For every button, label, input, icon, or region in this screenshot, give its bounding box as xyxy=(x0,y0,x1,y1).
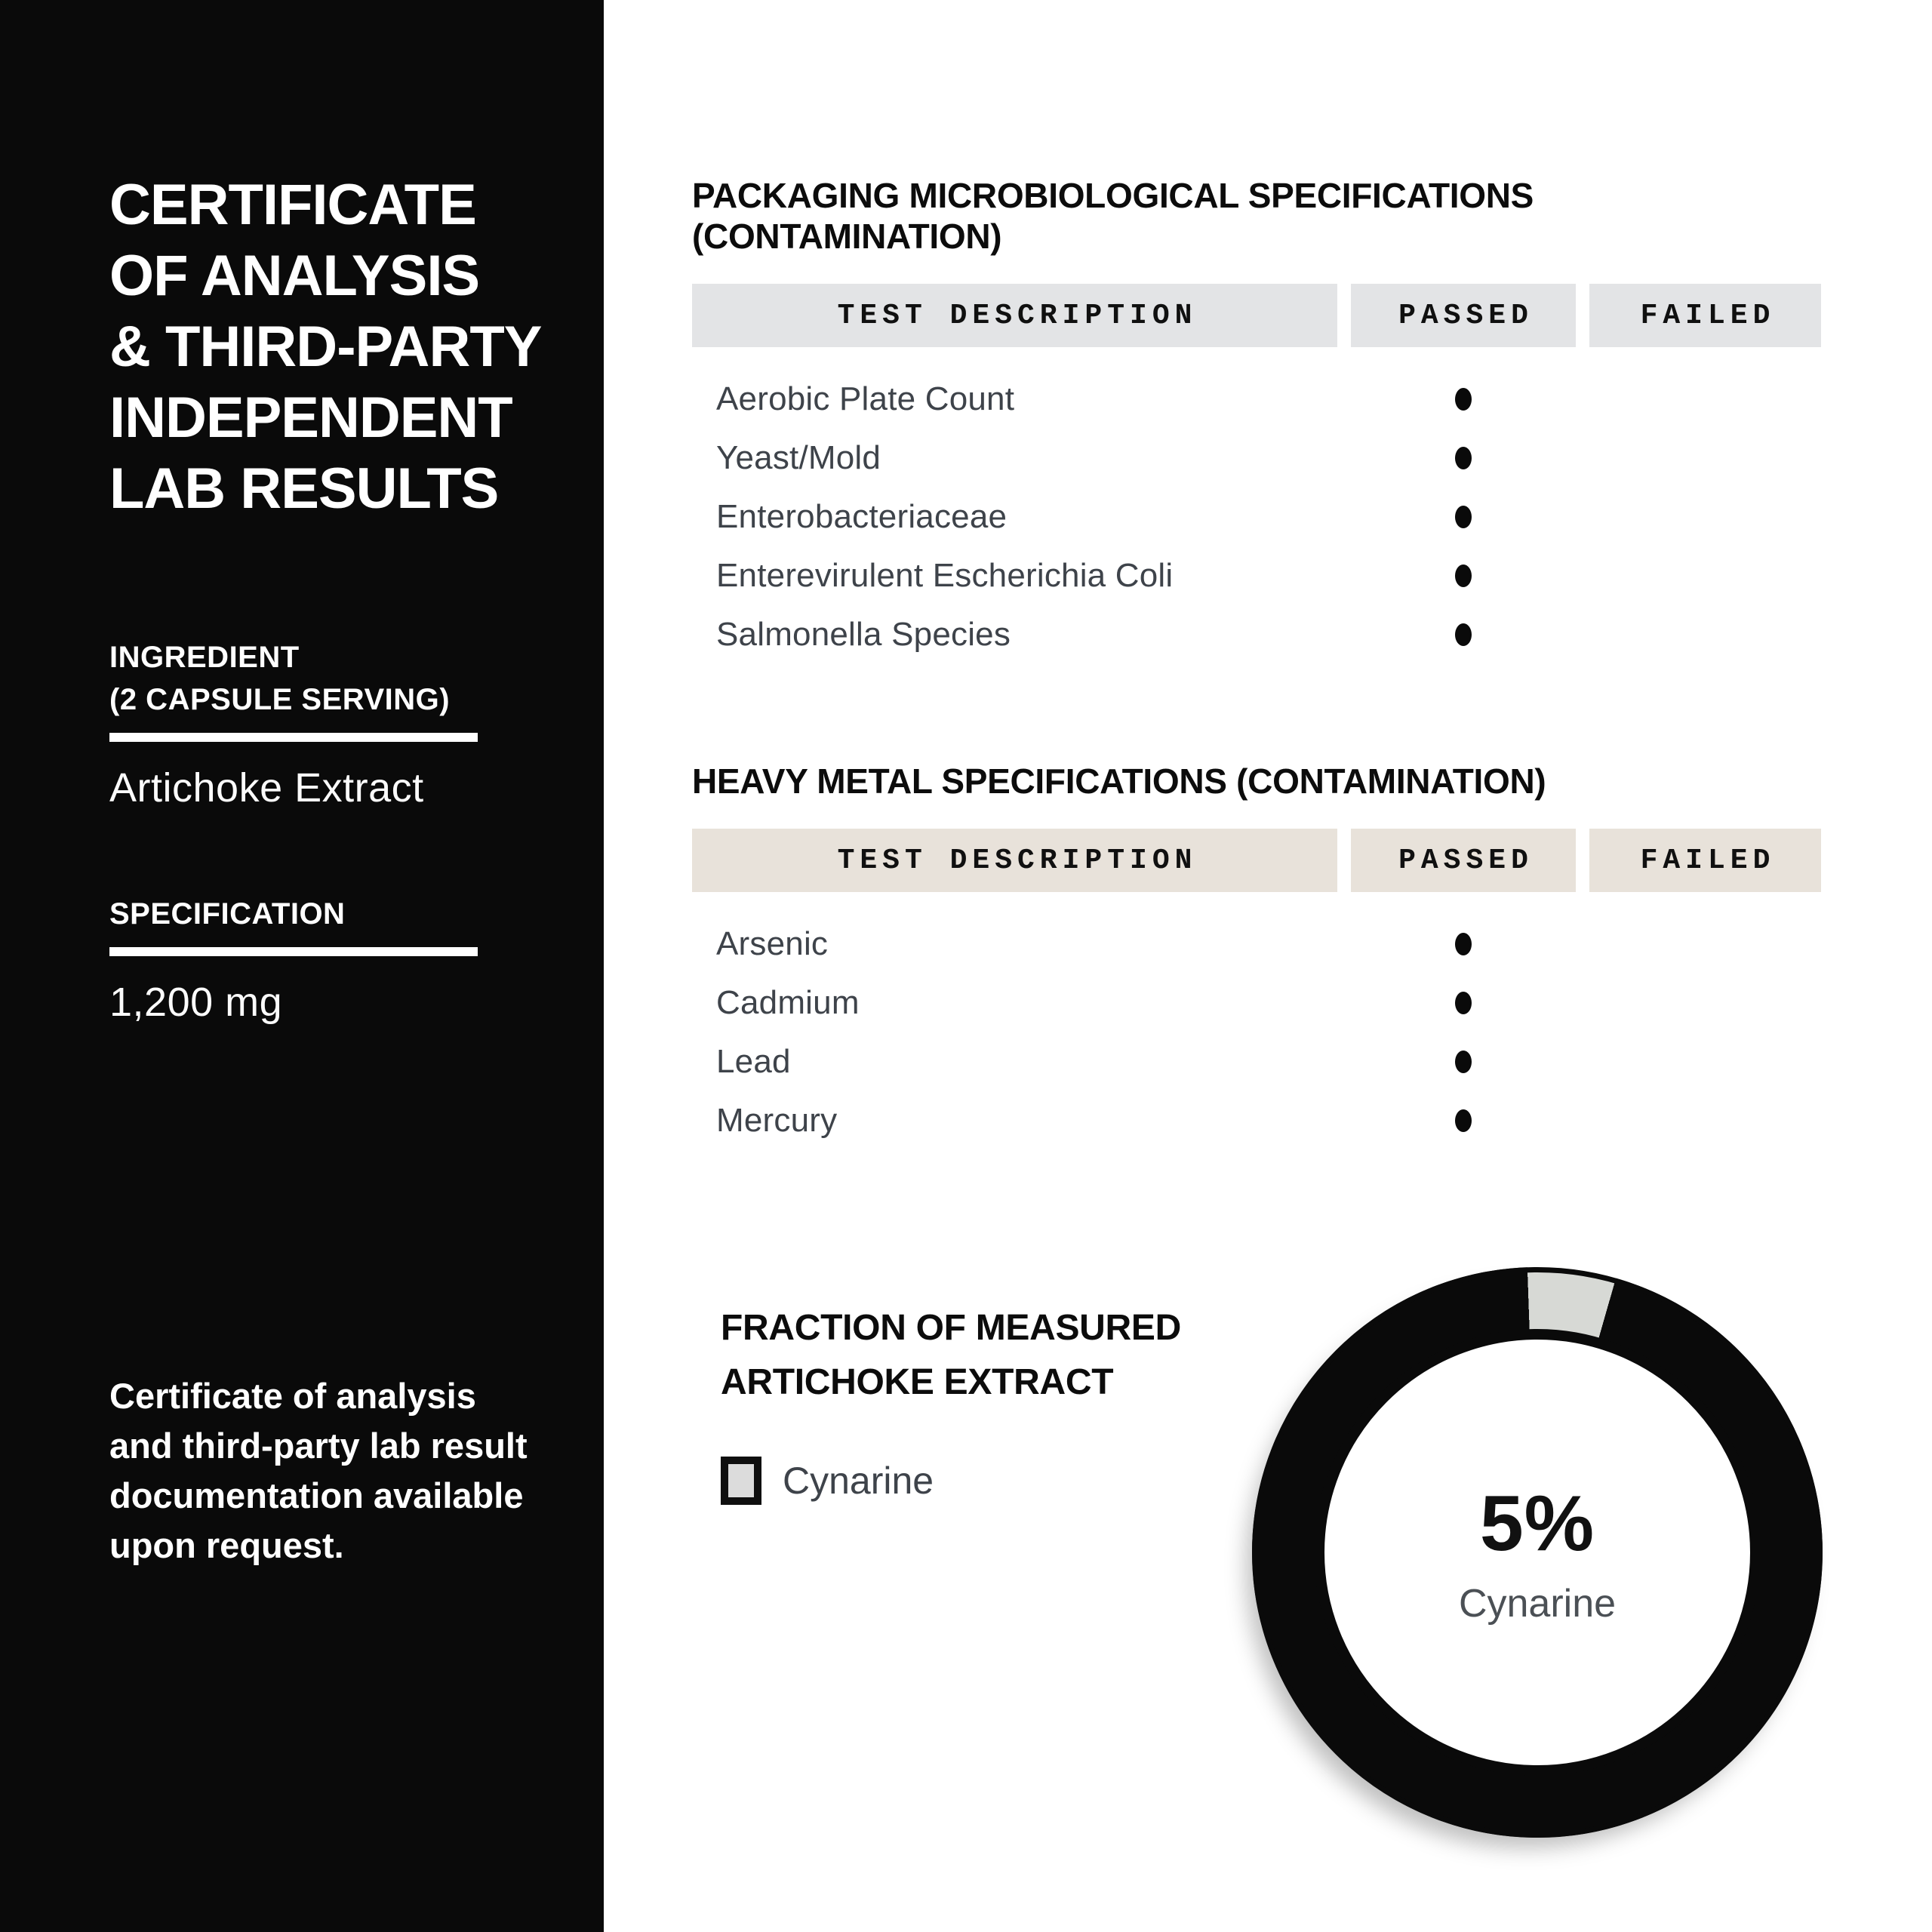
ingredient-label-line: (2 CAPSULE SERVING) xyxy=(109,683,451,716)
test-description: Cadmium xyxy=(716,984,860,1021)
heavy-metal-spec-section xyxy=(692,761,1823,1150)
status-dot-icon xyxy=(1455,933,1472,955)
test-description: Aerobic Plate Count xyxy=(716,380,1015,417)
legend-label: Cynarine xyxy=(783,1460,934,1502)
page-title-line: INDEPENDENT xyxy=(109,386,512,450)
passed-cell xyxy=(1351,388,1576,411)
passed-cell xyxy=(1351,933,1576,955)
heavy-metal-spec-title: HEAVY METAL SPECIFICATIONS (CONTAMINATION) xyxy=(692,761,1546,801)
column-header-failed: FAILED xyxy=(1589,829,1821,892)
status-dot-icon xyxy=(1455,388,1472,411)
table-header-row xyxy=(692,284,1823,347)
microbiological-spec-title: PACKAGING MICROBIOLOGICAL SPECIFICATIONS (CONTAMINATION) xyxy=(692,176,1534,256)
status-dot-icon xyxy=(1455,1051,1472,1073)
page-title-line: CERTIFICATE xyxy=(109,173,476,237)
page-title xyxy=(109,170,558,525)
status-dot-icon xyxy=(1455,992,1472,1014)
divider xyxy=(109,947,478,956)
column-header-failed: FAILED xyxy=(1589,284,1821,347)
status-dot-icon xyxy=(1455,447,1472,469)
column-header-test-description: TEST DESCRIPTION xyxy=(692,829,1337,892)
donut-center xyxy=(1314,1329,1761,1776)
test-description: Enterobacteriaceae xyxy=(716,498,1008,535)
chart-heading-line: ARTICHOKE EXTRACT xyxy=(721,1362,1114,1402)
page-title-line: LAB RESULTS xyxy=(109,457,499,521)
passed-cell xyxy=(1351,565,1576,587)
status-dot-icon xyxy=(1455,1109,1472,1132)
table-row xyxy=(692,1032,1823,1091)
specification-value: 1,200 mg xyxy=(109,980,283,1025)
ingredient-label xyxy=(109,636,558,721)
table-row xyxy=(692,370,1823,429)
table-row xyxy=(692,1091,1823,1150)
table-body xyxy=(692,370,1823,664)
column-header-test-description: TEST DESCRIPTION xyxy=(692,284,1337,347)
test-description: Mercury xyxy=(716,1102,838,1139)
passed-cell xyxy=(1351,447,1576,469)
test-description: Salmonella Species xyxy=(716,616,1011,653)
status-dot-icon xyxy=(1455,623,1472,646)
passed-cell xyxy=(1351,506,1576,528)
page-title-line: OF ANALYSIS xyxy=(109,244,480,308)
table-row xyxy=(692,488,1823,546)
table-row xyxy=(692,605,1823,664)
table-row xyxy=(692,429,1823,488)
test-description: Enterevirulent Escherichia Coli xyxy=(716,557,1174,594)
table-row xyxy=(692,546,1823,605)
fraction-chart-section xyxy=(692,1301,1823,1905)
sidebar xyxy=(0,0,604,1932)
divider xyxy=(109,733,478,742)
table-row xyxy=(692,915,1823,974)
ingredient-value: Artichoke Extract xyxy=(109,765,424,811)
ingredient-label-line: INGREDIENT xyxy=(109,641,300,674)
test-description: Lead xyxy=(716,1043,791,1080)
table-row xyxy=(692,974,1823,1032)
passed-cell xyxy=(1351,992,1576,1014)
microbiological-spec-section xyxy=(692,175,1823,664)
footnote: Certificate of analysis and third-party lab result documentation available upon request. xyxy=(109,1376,528,1565)
donut-chart xyxy=(1252,1267,1823,1838)
page-title-line: & THIRD-PARTY xyxy=(109,315,542,379)
content xyxy=(604,0,1932,1932)
passed-cell xyxy=(1351,1051,1576,1073)
chart-heading-line: FRACTION OF MEASURED xyxy=(721,1308,1181,1348)
test-description: Arsenic xyxy=(716,925,829,962)
test-description: Yeast/Mold xyxy=(716,439,881,476)
table-header-row xyxy=(692,829,1823,892)
column-header-passed: PASSED xyxy=(1351,829,1576,892)
legend-swatch-icon xyxy=(721,1457,761,1505)
status-dot-icon xyxy=(1455,506,1472,528)
table-body xyxy=(692,915,1823,1150)
donut-center-value: 5% xyxy=(1479,1479,1595,1567)
status-dot-icon xyxy=(1455,565,1472,587)
passed-cell xyxy=(1351,623,1576,646)
specification-label: SPECIFICATION xyxy=(109,897,346,931)
passed-cell xyxy=(1351,1109,1576,1132)
donut-center-label: Cynarine xyxy=(1458,1581,1617,1626)
column-header-passed: PASSED xyxy=(1351,284,1576,347)
